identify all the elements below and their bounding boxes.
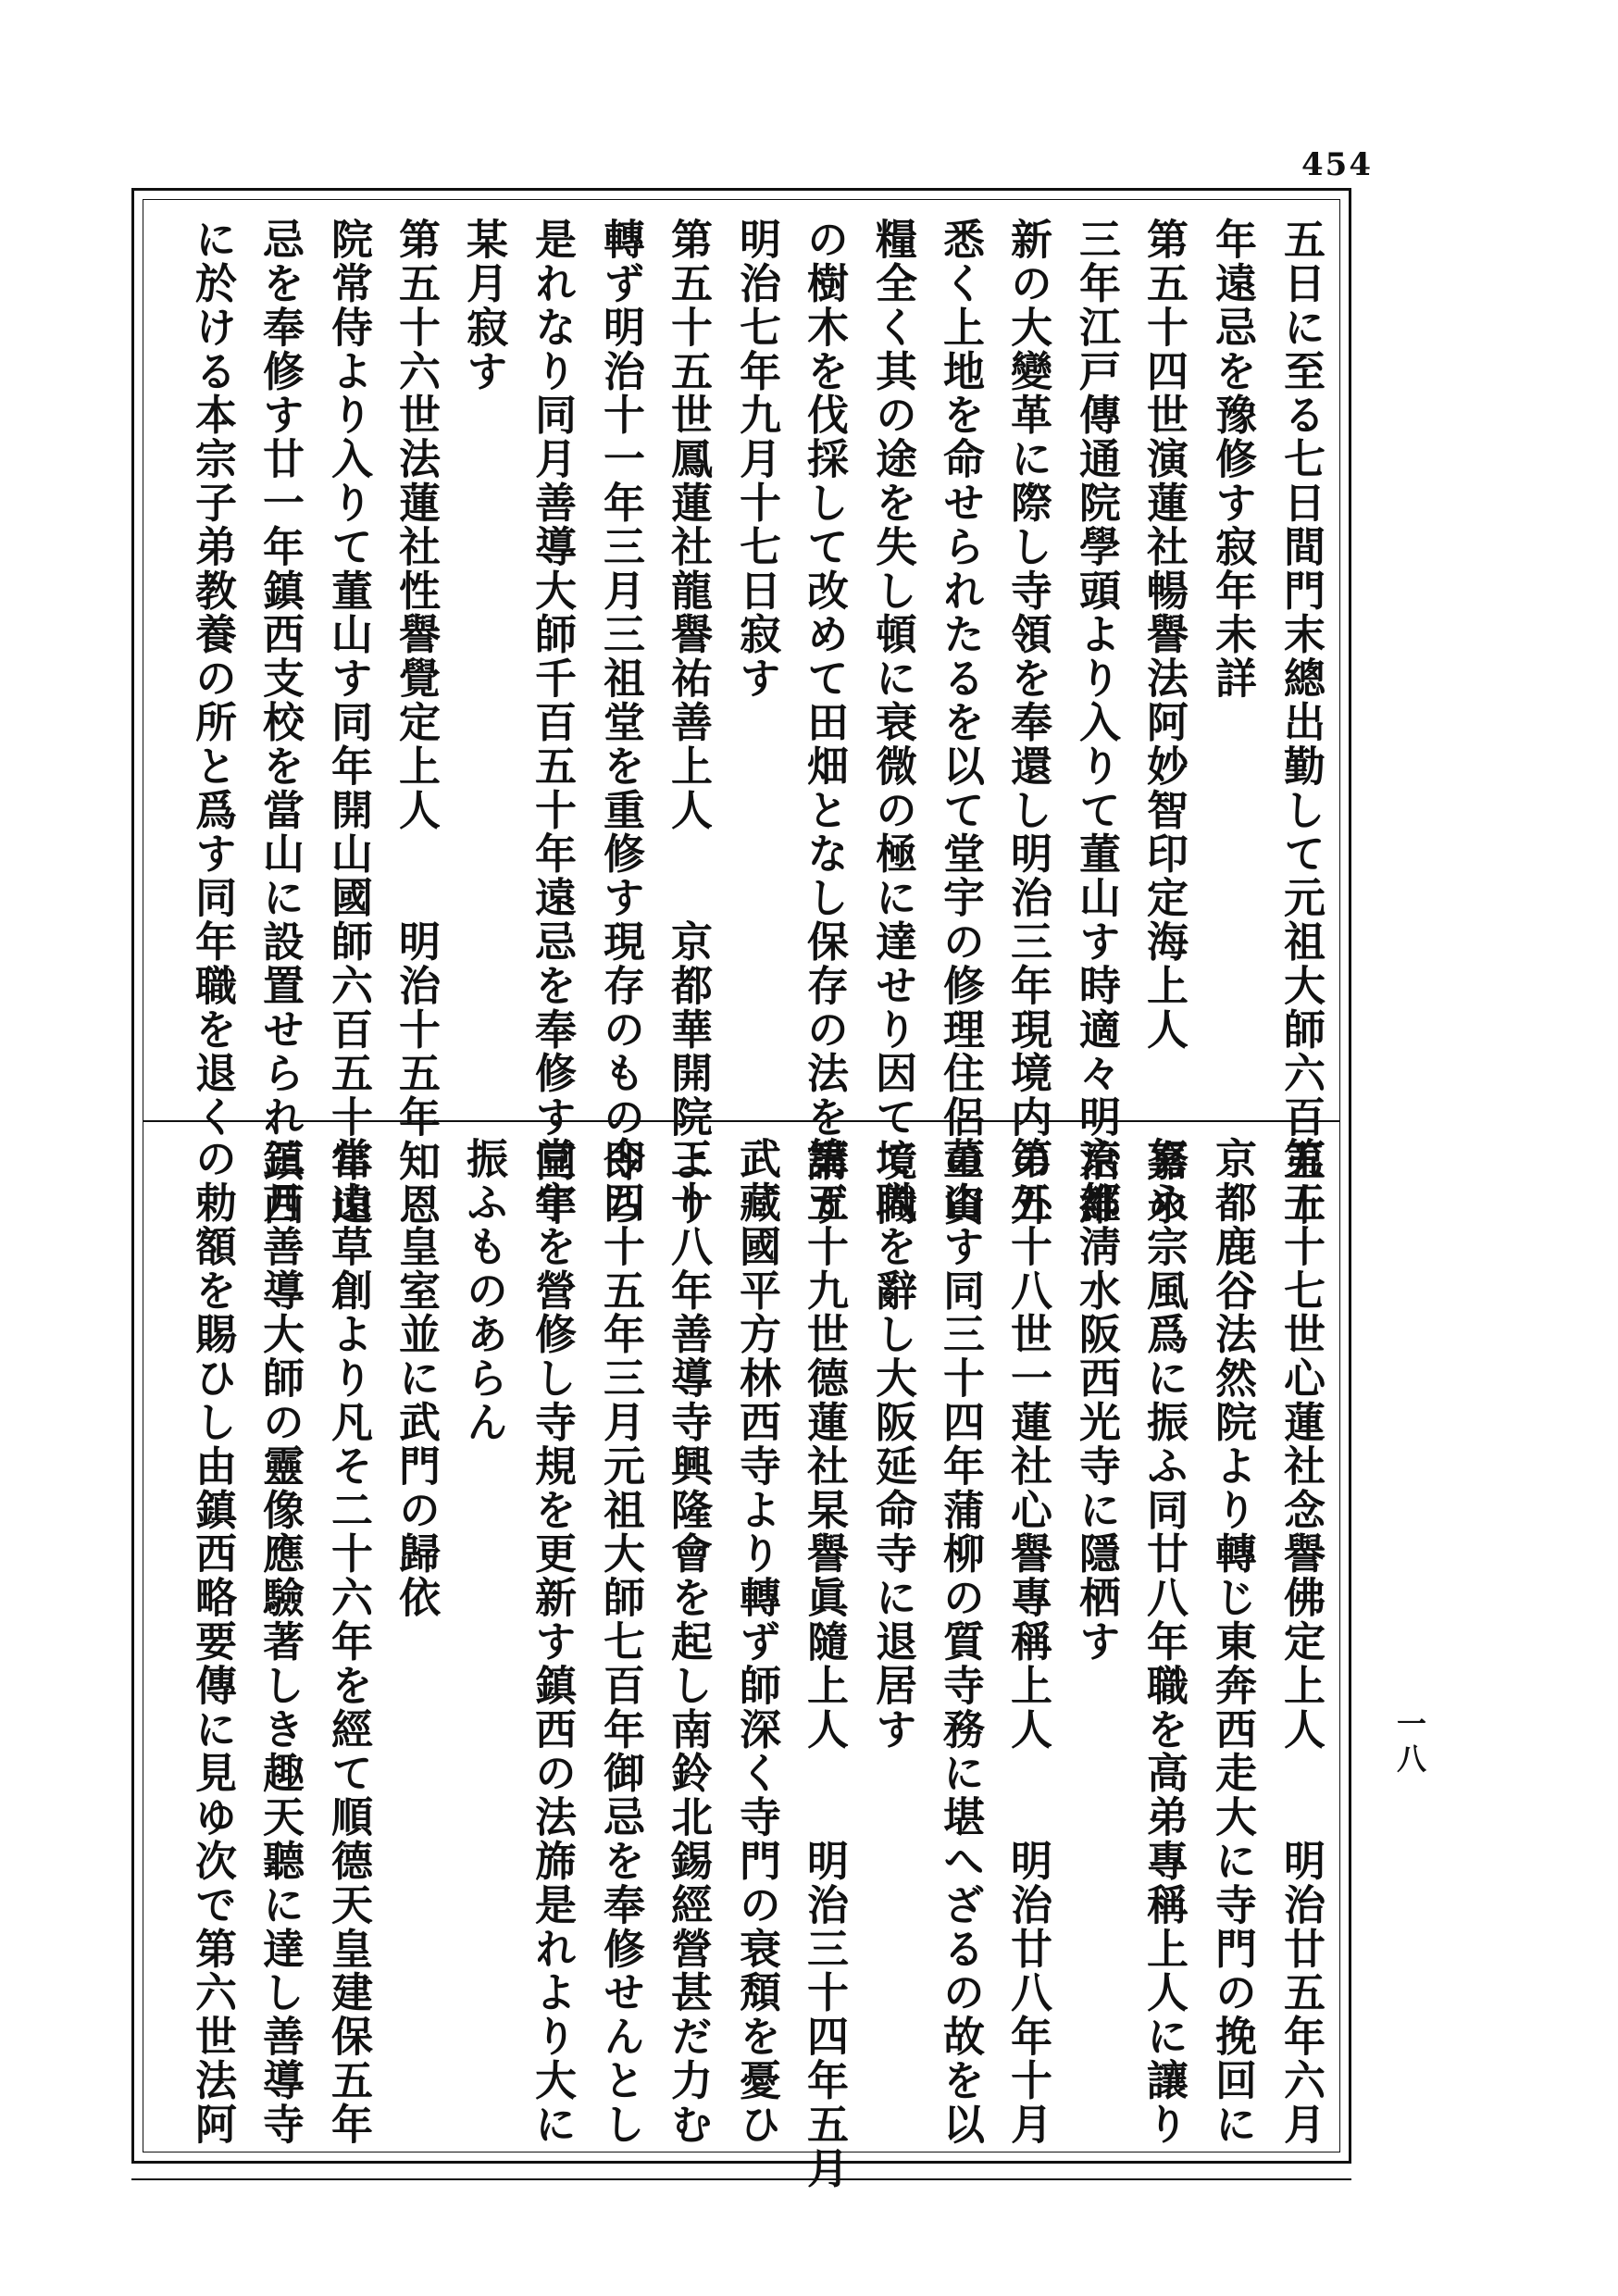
text-column: の樹木を伐採して改めて田畑となし保存の法を講ず	[800, 218, 849, 1228]
text-column: 第五十七世心蓮社念譽佛定上人 明治廿五年六月	[1276, 1137, 1326, 2147]
text-column: 三年江戸傳通院學頭より入りて董山す時適々明治維	[1072, 218, 1121, 1228]
bottom-rule	[131, 2178, 1351, 2180]
text-column: 三月善導大師の靈像應驗著しき趣天聽に達し善導寺	[255, 1137, 305, 2147]
text-column: 第五十八世一蓮社心譽專稱上人 明治廿八年十月	[1003, 1137, 1052, 2147]
text-column: 三十八年善導寺興隆會を起し南鈴北錫經營甚だ力む	[664, 1137, 713, 2147]
text-column: 五日に至る七日間門末總出勤して元祖大師六百五十	[1276, 218, 1326, 1228]
section-heading: 皇室並に武門の歸依	[392, 1137, 441, 1620]
text-column: て職を辭し大阪延命寺に退居す	[868, 1137, 917, 1752]
text-column: 堂宇を營修し寺規を更新す鎮西の法旆是れより大に	[528, 1137, 577, 2147]
text-column: 第五十六世法蓮社性譽覺定上人 明治十五年知恩	[392, 218, 441, 1228]
text-column: 當山草創より凡そ二十六年を經て順德天皇建保五年	[324, 1137, 373, 2147]
text-column: 糧全く其の途を失し頓に衰微の極に達せり因て境内	[868, 218, 917, 1228]
text-column: 今四十五年三月元祖大師七百年御忌を奉修せんとし	[596, 1137, 645, 2147]
text-column: 第五十九世德蓮社杲譽眞隨上人 明治三十四年五月	[800, 1137, 849, 2190]
page-number: 454	[1301, 146, 1373, 183]
text-column: 第五十四世演蓮社暢譽法阿妙智印定海上人 嘉永	[1139, 218, 1189, 1228]
text-column: の勅額を賜ひし由鎮西略要傳に見ゆ次で第六世法阿	[188, 1137, 237, 2147]
text-column: 京都鹿谷法然院より轉じ東奔西走大に寺門の挽回に	[1208, 1137, 1257, 2147]
text-column: 年遠忌を豫修す寂年未詳	[1208, 218, 1257, 701]
text-column: 忌を奉修す廿一年鎮西支校を當山に設置せられ鎮西	[255, 218, 305, 1228]
text-column: 院常侍より入りて董山す同年開山國師六百五十年遠	[324, 218, 373, 1228]
text-column: 轉ず明治十一年三月三祖堂を重修す現存のもの即ち	[596, 218, 645, 1228]
text-column: 悉く上地を命せられたるを以て堂宇の修理住侶の資	[936, 218, 985, 1228]
text-column: 某月寂す	[459, 218, 508, 393]
text-column: 振ふものあらん	[459, 1137, 508, 1444]
section-number: 一八	[1392, 1708, 1427, 1778]
text-column: に於ける本宗子弟教養の所と爲す同年職を退く	[188, 218, 237, 1140]
text-column: 明治七年九月十七日寂す	[732, 218, 781, 701]
text-column: 第五十五世鳳蓮社龍譽祐善上人 京都華開院より	[664, 218, 713, 1228]
text-column: 新の大變革に際し寺領を奉還し明治三年現境内の外	[1003, 218, 1052, 1228]
text-column: 京都淸水阪西光寺に隱栖す	[1072, 1137, 1121, 1664]
text-column: 是れなり同月善導大師千百五十年遠忌を奉修す同年	[528, 218, 577, 1228]
text-column: 董山す同三十四年蒲柳の質寺務に堪へざるの故を以	[936, 1137, 985, 2147]
text-column: 武藏國平方林西寺より轉ず師深く寺門の衰頽を憂ひ	[732, 1137, 781, 2147]
text-column: 努め宗風爲に振ふ同廿八年職を高弟專稱上人に讓り	[1139, 1137, 1189, 2147]
